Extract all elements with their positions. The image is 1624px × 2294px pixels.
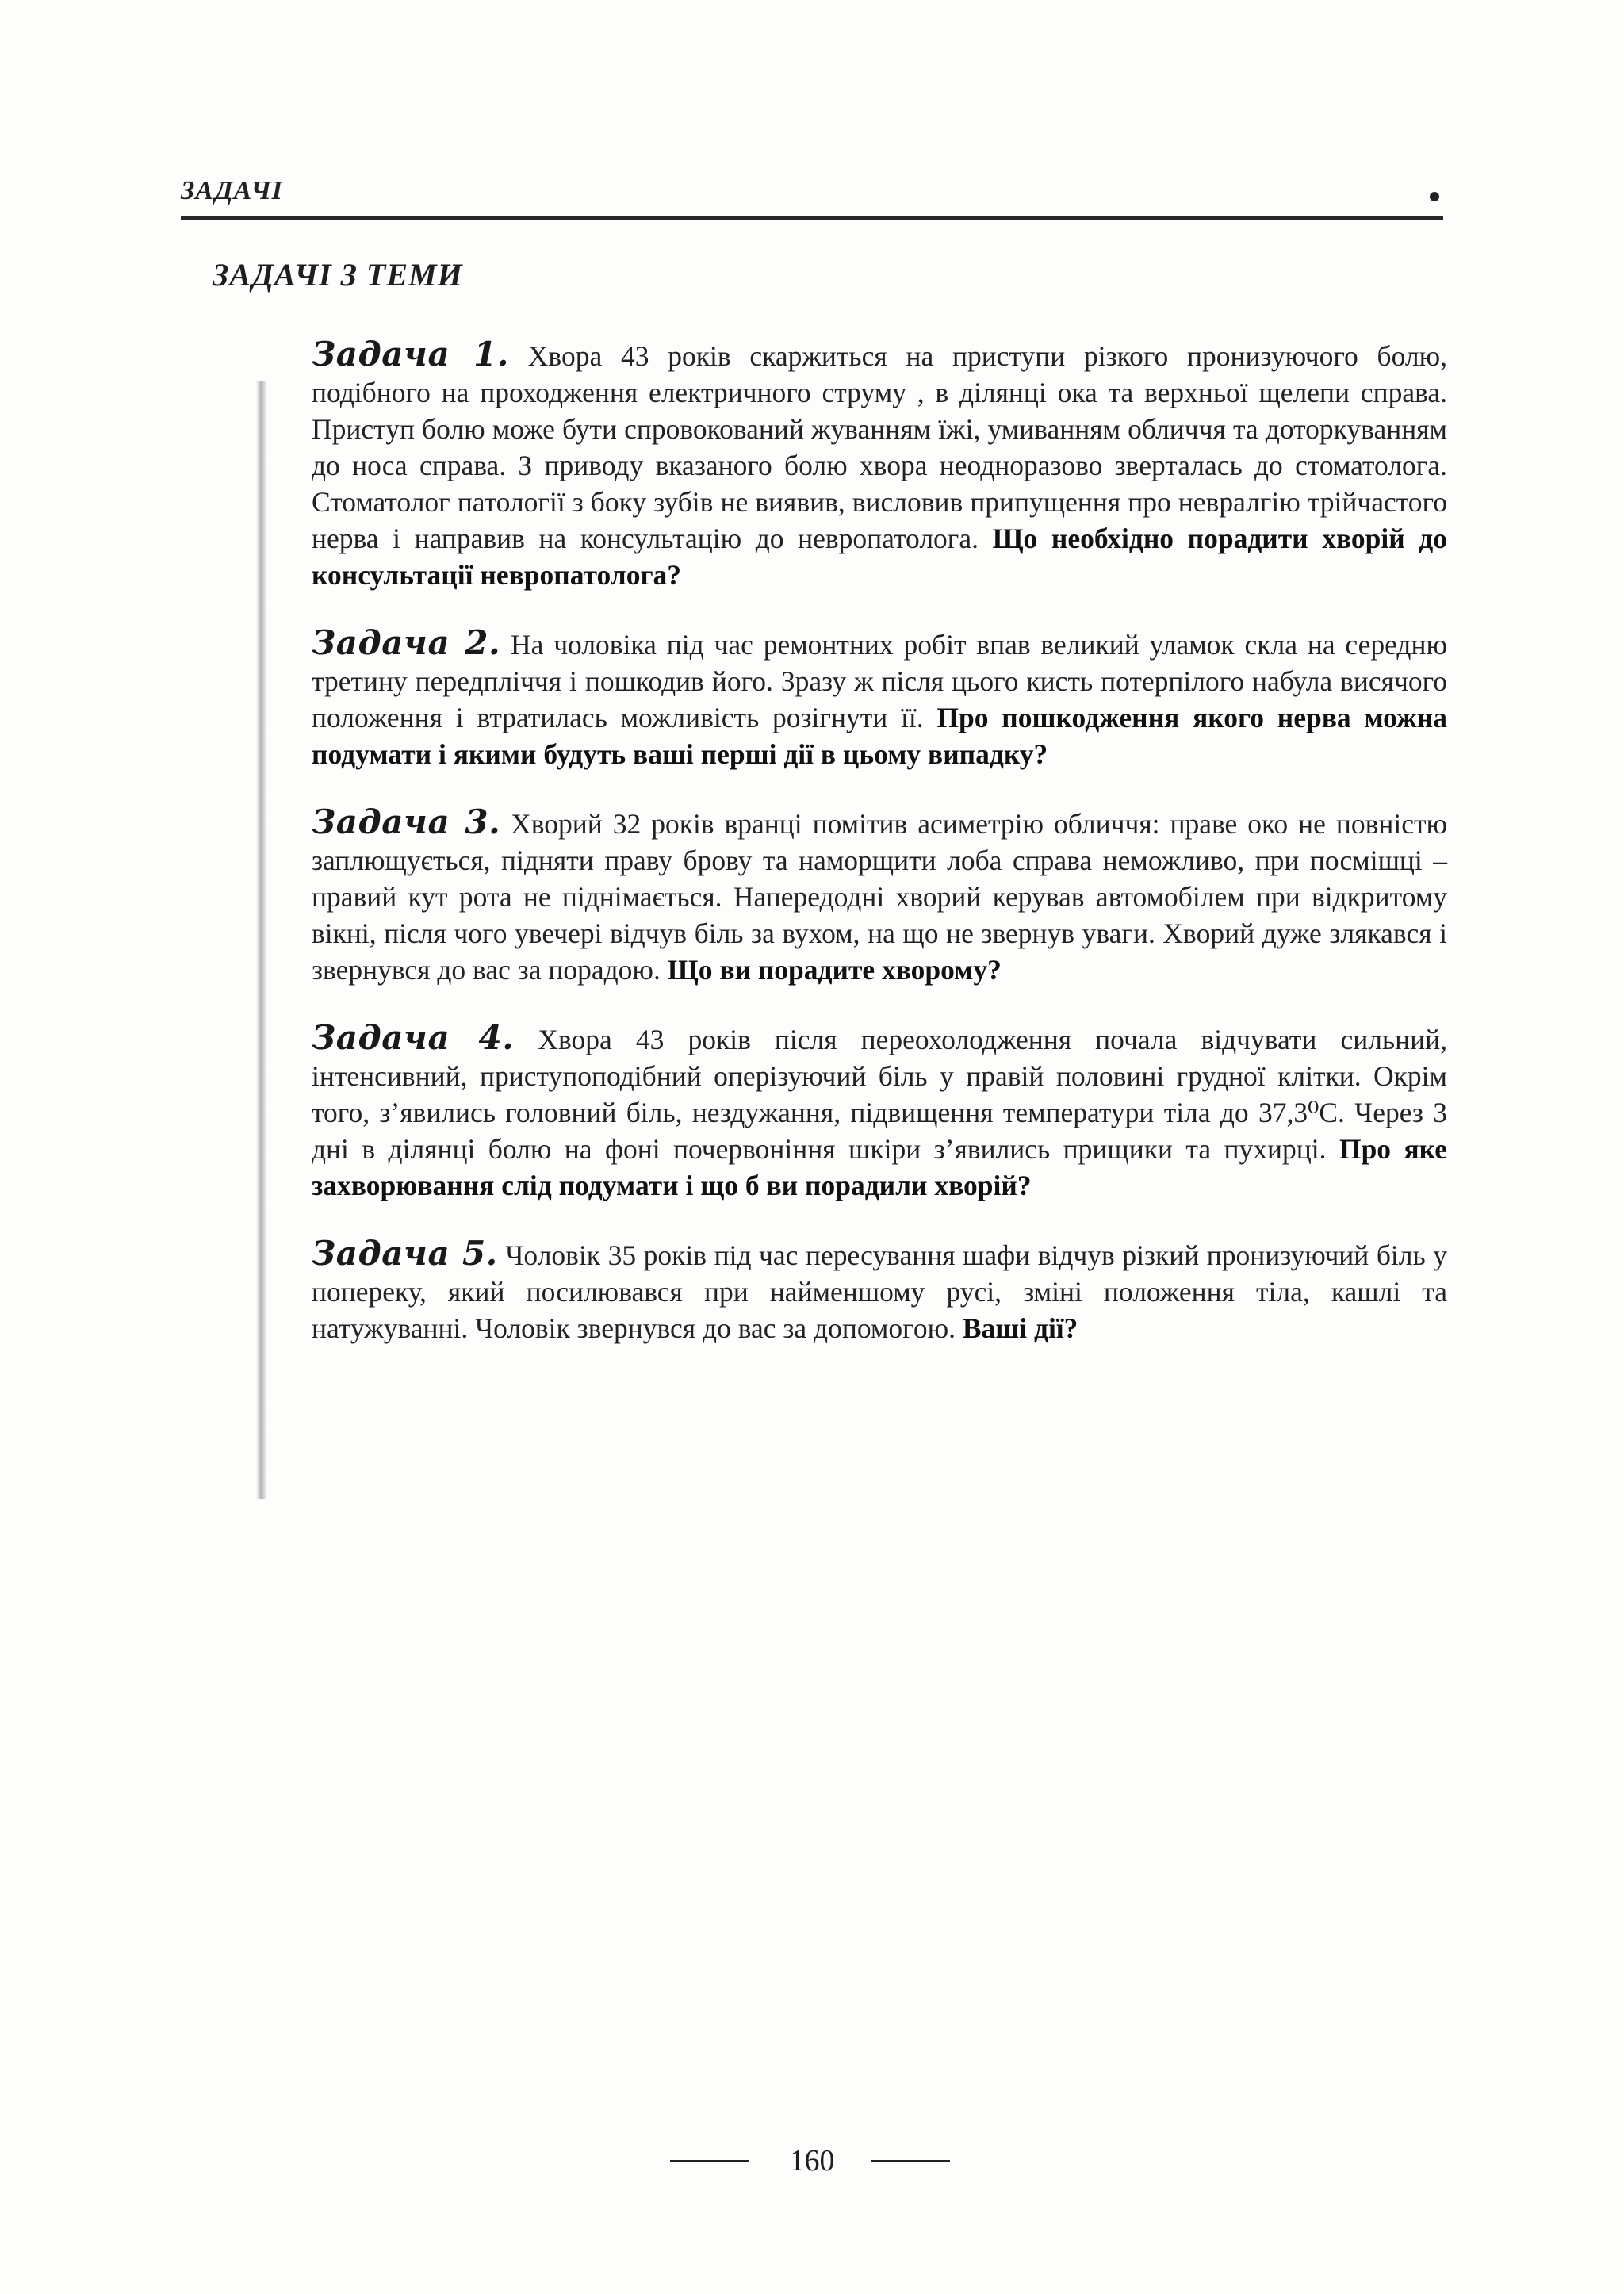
footer-rule-right — [871, 2160, 950, 2162]
problem-4 — [312, 1020, 1447, 1204]
header-bullet-mark — [1430, 192, 1439, 201]
problem-label: Задача 2. — [312, 623, 501, 662]
problem-question: Про яке захворювання слід подумати і що б ви порадили хворій? — [312, 1133, 1448, 1201]
problem-text: Хвора 43 років після переохолодження почала відчувати сильний, інтенсивний, приступоподібний оперізуючий біль у правій половині грудної клітки. Окрім того, з’явились головний біль, нездужання, підвищення температури тіла до 37,3⁰С. Через 3 дні в ділянці болю на фоні почервоніння шкіри з’явились прищики та пухирці. — [312, 1024, 1447, 1165]
problem-label: Задача 1. — [312, 335, 510, 373]
problem-question: Що необхідно порадити хворій до консультації невропатолога? — [312, 523, 1447, 591]
problem-text: Чоловік 35 років під час пересування шафи відчув різкий пронизуючий біль у попереку, який посилювався при найменшому русі, зміні положення тіла, кашлі та натужуванні. Чоловік звернувся до вас за допомогою. — [312, 1239, 1447, 1344]
problem-5 — [312, 1235, 1447, 1346]
header-rule — [181, 216, 1443, 220]
problem-3 — [312, 804, 1447, 988]
problem-text: Хворий 32 років вранці помітив асиметрію обличчя: праве око не повністю заплющується, підняти праву брову та наморщити лоба справа неможливо, при посмішці – правий кут рота не піднімається. Напередодні хворий керував автомобілем при відкритому вікні, після чого увечері відчув біль за вухом, на що не звернув уваги. Хворий дуже злякався і звернувся до вас за порадою. — [312, 808, 1447, 986]
page-number: 160 — [789, 2144, 835, 2177]
problem-2 — [312, 625, 1447, 772]
problem-question: Про пошкодження якого нерва можна подумати і якими будуть ваші перші дії в цьому випадку? — [312, 702, 1447, 770]
section-title: ЗАДАЧІ З ТЕМИ — [213, 257, 463, 293]
problem-text: На чоловіка під час ремонтних робіт впав великий уламок скла на середню третину передпліччя і пошкодив його. Зразу ж після цього кисть потерпілого набула висячого положення і втратилась можливість розігнути її. — [312, 629, 1447, 733]
problem-text: Хвора 43 років скаржиться на приступи різкого пронизуючого болю, подібного на проходження електричного струму , в ділянці ока та верхньої щелепи справа. Приступ болю може бути спровокований жуванням їжі, умиванням обличчя та доторкуванням до носа справа. З приводу вказаного болю хвора неодноразово зверталась до стоматолога. Стоматолог патології з боку зубів не виявив, висловив припущення про невралгію трійчастого нерва і направив на консультацію до невропатолога. — [312, 340, 1447, 554]
problem-1 — [312, 336, 1447, 593]
problem-question: Ваші дії? — [962, 1312, 1078, 1344]
problem-question: Що ви порадите хворому? — [667, 954, 1002, 986]
scan-binding-shadow — [256, 381, 267, 1499]
problem-label: Задача 4. — [312, 1018, 515, 1057]
problem-label: Задача 5. — [312, 1234, 498, 1273]
problem-label: Задача 3. — [312, 802, 501, 841]
problems-list — [312, 336, 1447, 1346]
running-header: ЗАДАЧІ — [181, 176, 283, 205]
